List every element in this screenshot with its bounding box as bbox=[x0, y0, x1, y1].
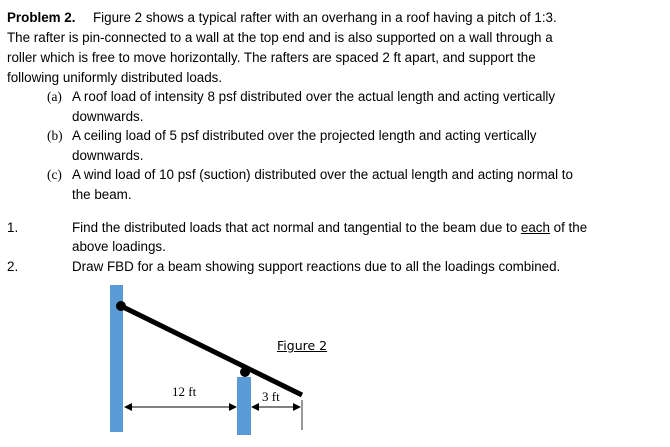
load-marker: (a) bbox=[47, 89, 62, 104]
task-text: Find the distributed loads that act normal and tangential to the beam due to each of the bbox=[72, 220, 588, 235]
load-marker: (c) bbox=[47, 167, 62, 182]
figure-caption: Figure 2 bbox=[277, 338, 328, 353]
load-marker: (b) bbox=[47, 128, 63, 143]
rafter-beam bbox=[121, 306, 302, 395]
load-text: A ceiling load of 5 psf distributed over the projected length and acting vertically bbox=[72, 128, 537, 143]
task-text: Draw FBD for a beam showing support reactions due to all the loadings combined. bbox=[72, 259, 561, 274]
intro-line: roller which is free to move horizontally. The rafters are spaced 2 ft apart, and support the bbox=[7, 50, 536, 65]
load-text: downwards. bbox=[72, 109, 144, 124]
roller-support bbox=[240, 367, 250, 377]
dimension-label-12ft: 12 ft bbox=[172, 384, 197, 399]
task-text: above loadings. bbox=[72, 239, 166, 254]
problem-heading: Problem 2. bbox=[7, 10, 76, 25]
pin-support bbox=[116, 301, 126, 311]
intro-line: following uniformly distributed loads. bbox=[7, 70, 223, 85]
load-text: A roof load of intensity 8 psf distributed over the actual length and acting vertically bbox=[72, 89, 556, 104]
load-text: downwards. bbox=[72, 148, 144, 163]
task-marker: 2. bbox=[7, 259, 19, 274]
intro-line: The rafter is pin-connected to a wall at the top end and is also supported on a wall through a bbox=[7, 30, 553, 45]
dimension-label-3ft: 3 ft bbox=[262, 389, 280, 404]
intro-line: Figure 2 shows a typical rafter with an overhang in a roof having a pitch of 1:3. bbox=[93, 10, 557, 25]
load-text: the beam. bbox=[72, 187, 132, 202]
load-text: A wind load of 10 psf (suction) distributed over the actual length and acting normal to bbox=[72, 167, 573, 182]
task-marker: 1. bbox=[7, 220, 19, 235]
right-wall bbox=[237, 377, 251, 435]
